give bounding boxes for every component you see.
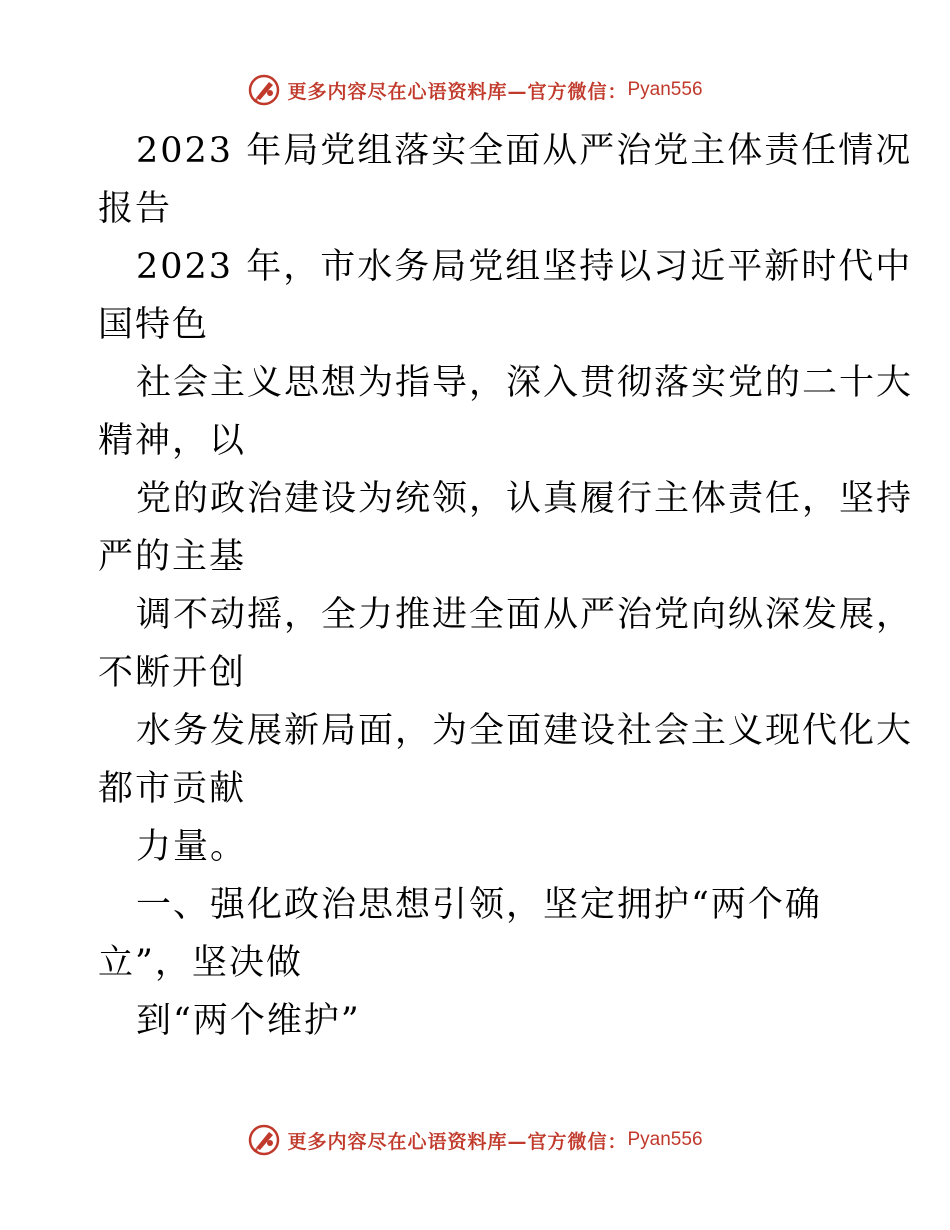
section-heading-line: 立”，坚决做 — [98, 943, 303, 983]
paragraph-line: 都市贡献 — [98, 769, 247, 809]
header-banner-text: 更多内容尽在心语资料库—官方微信： — [287, 80, 628, 103]
paragraph-line: 党的政治建设为统领，认真履行主体责任，坚持 — [136, 479, 914, 519]
paragraph-line: 力量。 — [136, 827, 248, 867]
document-body — [98, 122, 914, 1050]
pen-logo-icon — [247, 1123, 281, 1157]
paragraph-line: 不断开创 — [98, 653, 247, 693]
footer-banner-text: 更多内容尽在心语资料库—官方微信： — [287, 1130, 628, 1153]
title-line-1: 2023 年局党组落实全面从严治党主体责任情况 — [136, 131, 913, 171]
header-banner-wechat-id: Pyan556 — [627, 79, 703, 100]
paragraph-line: 水务发展新局面，为全面建设社会主义现代化大 — [136, 711, 914, 751]
title-line-2: 报告 — [98, 189, 173, 229]
paragraph-line: 严的主基 — [98, 537, 247, 577]
footer-banner-wechat-id: Pyan556 — [627, 1129, 703, 1150]
header-banner — [0, 70, 950, 110]
paragraph-line: 调不动摇，全力推进全面从严治党向纵深发展， — [136, 595, 914, 635]
paragraph-line: 精神，以 — [98, 421, 247, 461]
paragraph-line: 社会主义思想为指导，深入贯彻落实党的二十大 — [136, 363, 914, 403]
pen-logo-icon — [247, 73, 281, 107]
paragraph-line: 2023 年，市水务局党组坚持以习近平新时代中 — [136, 247, 913, 287]
section-heading-line: 到“两个维护” — [136, 1001, 361, 1041]
paragraph-line: 国特色 — [98, 305, 210, 345]
section-heading-line: 一、强化政治思想引领，坚定拥护“两个确 — [136, 885, 822, 925]
footer-banner — [0, 1120, 950, 1160]
